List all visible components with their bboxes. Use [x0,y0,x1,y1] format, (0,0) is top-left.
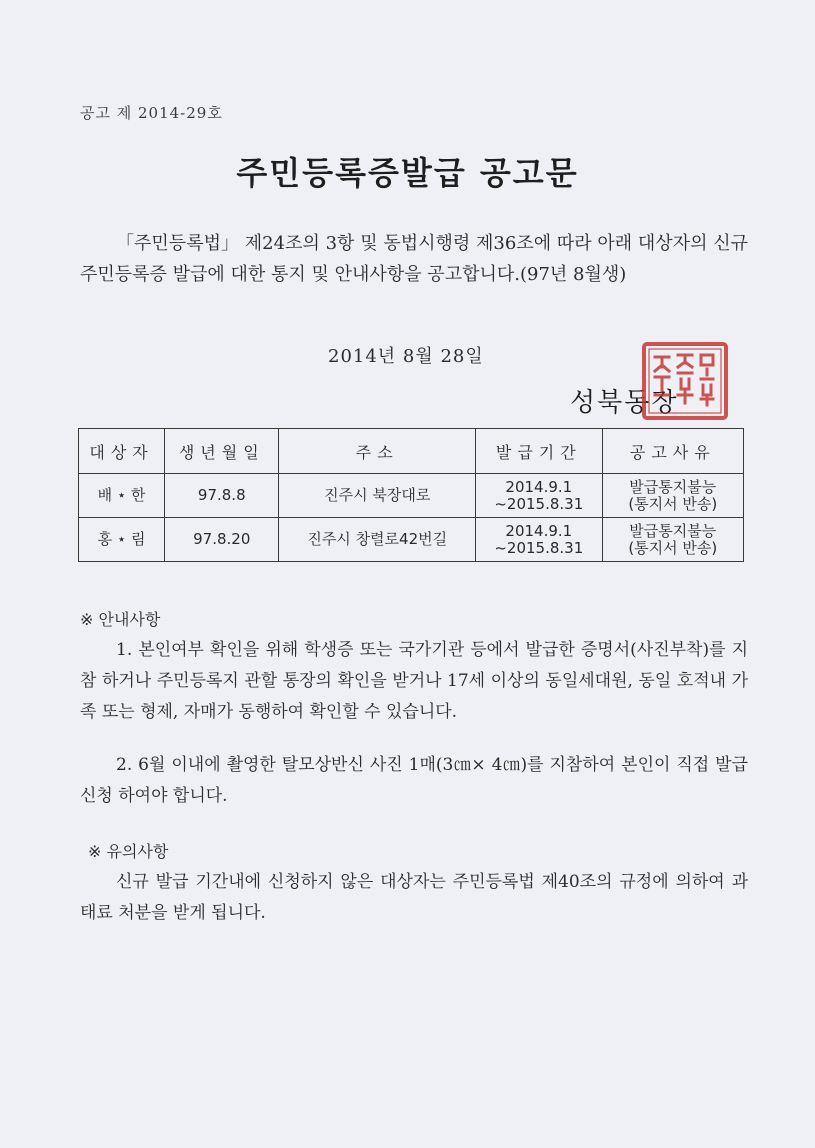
guide-section [80,604,748,812]
cell-period [476,474,603,518]
official-seal-icon [641,341,729,421]
period-end: ~2015.8.31 [494,538,584,557]
target-table [78,428,744,562]
notice-date: 2014년 8월 28일 [328,346,484,367]
guide-heading: ※ 안내사항 [80,610,161,629]
table-row [79,474,744,518]
document-title: 주민등록증발급 공고문 [236,154,579,192]
header-address: 주소 [279,429,476,474]
reason-main: 발급통지불능 [629,477,717,496]
header-birth: 생년월일 [165,429,279,474]
cell-birth: 97.8.8 [165,474,279,518]
period-end: ~2015.8.31 [494,494,584,513]
cell-period [476,518,603,562]
cell-name: 홍 ⋆ 림 [79,518,165,562]
guide-item-1: 1. 본인여부 확인을 위해 학생증 또는 국가기관 등에서 발급한 증명서(사진부착)를 지참 하거나 주민등록지 관할 통장의 확인을 받거나 17세 이상의 동일세대원, 동일 호적내 가족 또는 형제, 자매가 동행하여 확인할 수 있습니다. [80,640,748,722]
caution-heading: ※ 유의사항 [88,842,169,861]
table-row [79,518,744,562]
cell-reason [602,518,743,562]
caution-section [80,836,748,929]
cell-name: 배 ⋆ 한 [79,474,165,518]
header-period: 발급기간 [476,429,603,474]
caution-text: 신규 발급 기간내에 신청하지 않은 대상자는 주민등록법 제40조의 규정에 의하여 과태료 처분을 받게 됩니다. [80,872,748,923]
issuer-name: 성북동장 [570,388,679,418]
header-reason: 공고사유 [602,429,743,474]
reason-main: 발급통지불능 [629,521,717,540]
notice-number: 공고 제 2014-29호 [80,104,223,122]
cell-reason [602,474,743,518]
table-header-row [79,429,744,474]
header-name: 대상자 [79,429,165,474]
reason-detail: (통지서 반송) [628,538,718,557]
reason-detail: (통지서 반송) [628,494,718,513]
cell-address: 진주시 북장대로 [279,474,476,518]
period-start: 2014.9.1 [505,477,573,496]
intro-paragraph: 「주민등록법」 제24조의 3항 및 동법시행령 제36조에 따라 아래 대상자의 신규 주민등록증 발급에 대한 통지 및 안내사항을 공고합니다.(97년 8월생) [80,233,748,285]
cell-address: 진주시 창렬로42번길 [279,518,476,562]
period-start: 2014.9.1 [505,521,573,540]
guide-item-2: 2. 6월 이내에 촬영한 탈모상반신 사진 1매(3㎝× 4㎝)를 지참하여 본인이 직접 발급신청 하여야 합니다. [80,755,748,806]
cell-birth: 97.8.20 [165,518,279,562]
